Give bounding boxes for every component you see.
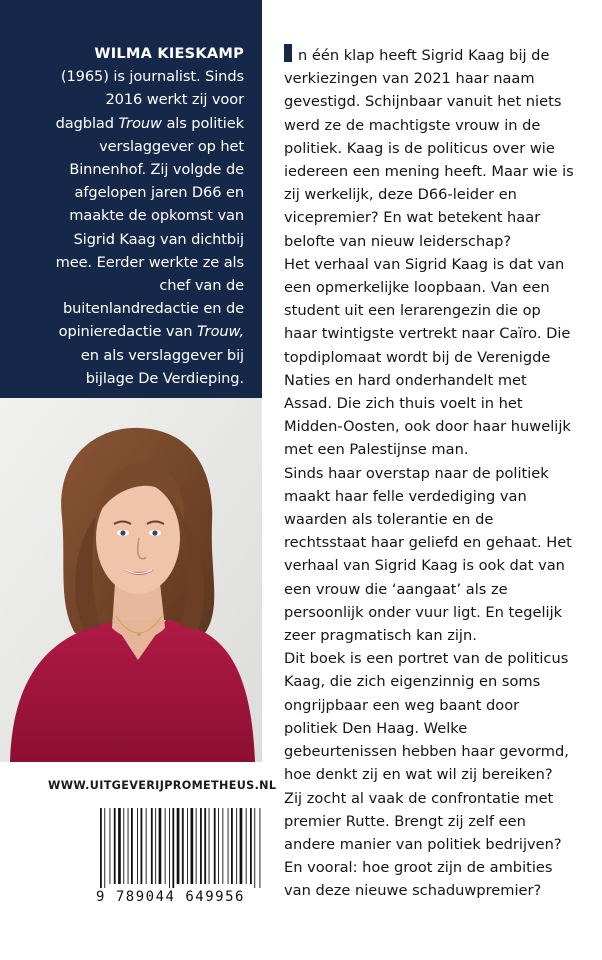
barcode-bar	[143, 808, 145, 884]
barcode-bar	[234, 808, 236, 884]
author-birth-year: (1965)	[60, 68, 109, 86]
portrait-illustration	[0, 398, 262, 762]
barcode-bar	[187, 808, 188, 884]
barcode-bar	[147, 808, 150, 884]
barcode-bar	[222, 808, 223, 884]
barcode-bar	[240, 808, 243, 884]
barcode-bar	[238, 808, 239, 884]
barcode-bar	[114, 808, 116, 884]
publisher-website: WWW.UITGEVERIJPROMETHEUS.NL	[48, 779, 277, 792]
barcode-bar	[247, 808, 249, 884]
author-portrait	[0, 398, 262, 762]
barcode-bar	[159, 808, 162, 884]
barcode-bar	[231, 808, 233, 884]
isbn-number: 9 789044 649956	[96, 889, 245, 905]
newspaper-name-2: Trouw,	[197, 323, 244, 341]
barcode-bar	[250, 808, 252, 884]
barcode-bar	[214, 808, 216, 884]
barcode-bar	[254, 808, 255, 888]
blurb-paragraph-2: Het verhaal van Sigrid Kaag is dat van een opmerkelijke loopbaan. Van een student uit een lerarengezin die op haar twintigste vertrekt naar Caïro. Die topdiplomaat wordt bij de Verenigde Naties en hard onderhandelt met Assad. Die zich thuis voelt in het Midden-Oosten, ook door haar huwelijk met een Palestijnse man.	[284, 255, 571, 459]
barcode-bar	[110, 808, 111, 884]
barcode-bar	[253, 808, 254, 884]
barcode-bar	[224, 808, 227, 884]
barcode-bar	[166, 808, 168, 884]
barcode-bar	[157, 808, 158, 884]
barcode-bar	[104, 808, 105, 888]
barcode-bar	[151, 808, 153, 884]
barcode-bar	[125, 808, 127, 884]
barcode-bar	[129, 808, 130, 884]
barcode-bar	[106, 808, 109, 884]
barcode-bar	[218, 808, 219, 884]
barcode-bar	[204, 808, 206, 884]
barcode-bar	[207, 808, 208, 884]
barcode-bar	[197, 808, 199, 884]
barcode-bar	[122, 808, 123, 884]
barcode-bar	[128, 808, 129, 884]
barcode-bar	[189, 808, 190, 884]
barcode-bar	[203, 808, 204, 884]
newspaper-name: Trouw	[118, 114, 162, 132]
bio-text-3: en als verslaggever bij bijlage De Verdieping.	[80, 346, 244, 387]
blurb-paragraph-3: Sinds haar overstap naar de politiek maakt haar felle verdediging van waarden als tolerantie en de rechtsstaat haar geliefd en gehaat. Het verhaal van Sigrid Kaag is ook dat van een vrouw die ‘aangaat’ als ze persoonlijk onder vuur ligt. En tegelijk zeer pragmatisch kan zijn.	[284, 464, 572, 645]
author-bio-panel	[0, 0, 262, 398]
barcode-bar	[236, 808, 237, 884]
barcode-bar	[260, 808, 261, 888]
blurb-paragraph-4: Dit boek is een portret van de politicus Kaag, die zich eigenzinnig en soms ongrijpbaar een weg baant door politiek Den Haag. Welke gebeurtenissen hebben haar gevormd, hoe denkt zij en wat wil zij bereiken? Zij zocht al vaak de confrontatie met premier Rutte. Brengt zij zelf een andere manier van politiek bedrijven? En vooral: hoe groot zijn de ambities van deze nieuwe schaduwpremier?	[284, 650, 569, 900]
barcode-bar	[169, 808, 170, 888]
author-bio	[52, 42, 244, 390]
barcode-bar	[182, 808, 184, 884]
barcode-bar	[200, 808, 202, 884]
barcode-bars	[96, 808, 266, 888]
barcode-bar	[103, 808, 104, 888]
barcode-bar	[146, 808, 147, 884]
barcode-bar	[209, 808, 210, 884]
barcode-bar	[162, 808, 164, 884]
back-cover-blurb	[284, 44, 574, 903]
barcode-bar	[191, 808, 194, 884]
bio-text-1: is journalist. Sinds 2016 werkt zij voor dagblad	[55, 68, 244, 132]
barcode-bar	[194, 808, 195, 884]
barcode-bar	[229, 808, 230, 884]
barcode-bar	[246, 808, 247, 884]
barcode-bar	[165, 808, 166, 884]
barcode-bar	[116, 808, 117, 884]
barcode-bar	[118, 808, 121, 884]
barcode-bar	[243, 808, 245, 884]
barcode-bar	[177, 808, 180, 884]
barcode-bar	[134, 808, 137, 884]
barcode-bar	[154, 808, 155, 884]
barcode-bar	[131, 808, 133, 884]
barcode-bar	[172, 808, 174, 888]
barcode-bar	[210, 808, 213, 884]
barcode-bar	[175, 808, 176, 884]
author-name: WILMA KIESKAMP	[94, 45, 244, 62]
barcode-bar	[123, 808, 124, 884]
barcode-bar	[220, 808, 222, 884]
barcode-bar	[171, 808, 172, 888]
barcode-bar	[155, 808, 156, 884]
barcode-bar	[216, 808, 217, 884]
barcode-bar	[111, 808, 113, 884]
blurb-paragraph-1: n één klap heeft Sigrid Kaag bij de verkiezingen van 2021 haar naam gevestigd. Schijnbaar vanuit het niets werd ze de machtigste vrouw in de politiek. Kaag is de politicus over wie iedereen een mening heeft. Maar wie is zij werkelijk, deze D66-leider en vicepremier? En wat betekent haar belofte van nieuw leiderschap?	[284, 44, 574, 253]
barcode-bar	[228, 808, 229, 884]
barcode-bar	[141, 808, 143, 884]
barcode-bar	[100, 808, 102, 888]
barcode-bar	[180, 808, 181, 884]
bio-text-2: als politiek verslaggever op het Binnenhof. Zij volgde de afgelopen jaren D66 en maakte de opkomst van Sigrid Kaag van dichtbij mee. Eerder werkte ze als chef van de buitenlandredactie en de opinieredactie van	[55, 114, 244, 341]
barcode-bar	[185, 808, 187, 884]
barcode-bar	[256, 808, 259, 888]
barcode-bar	[196, 808, 197, 884]
barcode-bar	[139, 808, 140, 884]
barcode-bar	[137, 808, 138, 884]
